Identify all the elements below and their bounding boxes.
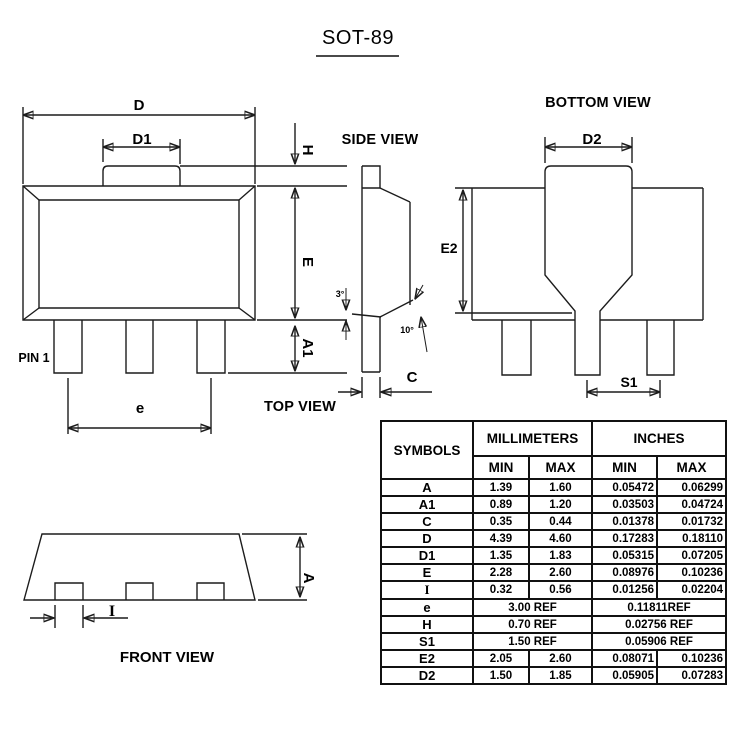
cell: 1.83 [529, 547, 592, 564]
table-row [381, 496, 726, 513]
table-row [381, 581, 726, 599]
cell: A [381, 479, 473, 496]
angle-10deg-label: 10° [400, 324, 414, 335]
cell: 0.35 [473, 513, 529, 530]
dim-label-e2: E2 [440, 240, 458, 256]
cell: 0.07205 [657, 547, 726, 564]
header-in-min: MIN [592, 456, 657, 479]
cell: e [381, 599, 473, 616]
header-symbols: SYMBOLS [381, 421, 473, 479]
cell: 0.70 REF [473, 616, 592, 633]
header-mm-min: MIN [473, 456, 529, 479]
cell: 0.08071 [592, 650, 657, 667]
dim-label-e-pitch: e [135, 399, 145, 417]
cell: 0.08976 [592, 564, 657, 581]
pin1-label: PIN 1 [18, 350, 50, 365]
table-row [381, 530, 726, 547]
dim-label-a1: A1 [299, 338, 317, 358]
cell: 1.60 [529, 479, 592, 496]
cell: 1.50 REF [473, 633, 592, 650]
cell: 1.20 [529, 496, 592, 513]
table-row [381, 667, 726, 684]
page-title: SOT-89 [322, 27, 394, 49]
bottom-view-title: BOTTOM VIEW [545, 94, 651, 111]
cell: D2 [381, 667, 473, 684]
cell: 0.01256 [592, 581, 657, 599]
cell: 1.85 [529, 667, 592, 684]
bottom-view-linework [455, 137, 703, 398]
cell: C [381, 513, 473, 530]
header-millimeters: MILLIMETERS [473, 421, 592, 456]
cell: 2.28 [473, 564, 529, 581]
side-view-title: SIDE VIEW [341, 131, 419, 148]
cell: 1.39 [473, 479, 529, 496]
title-underline [316, 55, 399, 57]
dim-label-e-body: E [299, 256, 317, 267]
cell: 0.05905 [592, 667, 657, 684]
cell: 0.02204 [657, 581, 726, 599]
dimensions-table [380, 420, 727, 685]
header-in-max: MAX [657, 456, 726, 479]
cell: 0.11811REF [592, 599, 726, 616]
table-row [381, 479, 726, 496]
table-row [381, 564, 726, 581]
top-view-linework [23, 107, 347, 434]
cell: 0.10236 [657, 564, 726, 581]
table-row [381, 633, 726, 650]
cell: 0.05472 [592, 479, 657, 496]
cell: 0.05315 [592, 547, 657, 564]
cell: 4.39 [473, 530, 529, 547]
cell: 0.02756 REF [592, 616, 726, 633]
cell: 4.60 [529, 530, 592, 547]
cell: 2.60 [529, 564, 592, 581]
cell: E [381, 564, 473, 581]
dim-label-h: H [299, 144, 317, 156]
cell: 0.01732 [657, 513, 726, 530]
cell: D [381, 530, 473, 547]
cell: A1 [381, 496, 473, 513]
table-row [381, 547, 726, 564]
cell: 0.04724 [657, 496, 726, 513]
header-inches: INCHES [592, 421, 726, 456]
cell: 0.03503 [592, 496, 657, 513]
cell: D1 [381, 547, 473, 564]
cell: 1.35 [473, 547, 529, 564]
top-view-title: TOP VIEW [264, 398, 336, 415]
dim-label-d1: D1 [132, 130, 152, 148]
table-header-row-units [381, 421, 726, 456]
cell: 0.06299 [657, 479, 726, 496]
cell: 2.05 [473, 650, 529, 667]
side-view-linework [338, 166, 432, 398]
front-view-title: FRONT VIEW [119, 648, 215, 666]
cell: 2.60 [529, 650, 592, 667]
angle-3deg-label: 3° [335, 288, 345, 299]
cell: 0.44 [529, 513, 592, 530]
cell: 0.10236 [657, 650, 726, 667]
cell: 0.07283 [657, 667, 726, 684]
cell: 0.18110 [657, 530, 726, 547]
dim-label-c: C [406, 368, 418, 386]
header-mm-max: MAX [529, 456, 592, 479]
cell: 0.89 [473, 496, 529, 513]
table-row [381, 616, 726, 633]
table-row [381, 599, 726, 616]
cell: 0.32 [473, 581, 529, 599]
cell: 1.50 [473, 667, 529, 684]
cell: E2 [381, 650, 473, 667]
cell: I [381, 581, 473, 599]
dim-label-d: D [133, 96, 145, 114]
cell: 0.05906 REF [592, 633, 726, 650]
cell: 0.17283 [592, 530, 657, 547]
table-row [381, 513, 726, 530]
dim-label-a: A [300, 572, 318, 584]
cell: H [381, 616, 473, 633]
cell: 3.00 REF [473, 599, 592, 616]
dim-label-i: I [108, 603, 116, 620]
cell: 0.56 [529, 581, 592, 599]
cell: 0.01378 [592, 513, 657, 530]
front-view-linework [24, 534, 307, 628]
cell: S1 [381, 633, 473, 650]
dim-label-s1: S1 [620, 374, 638, 390]
table-row [381, 650, 726, 667]
dim-label-d2: D2 [582, 130, 602, 148]
